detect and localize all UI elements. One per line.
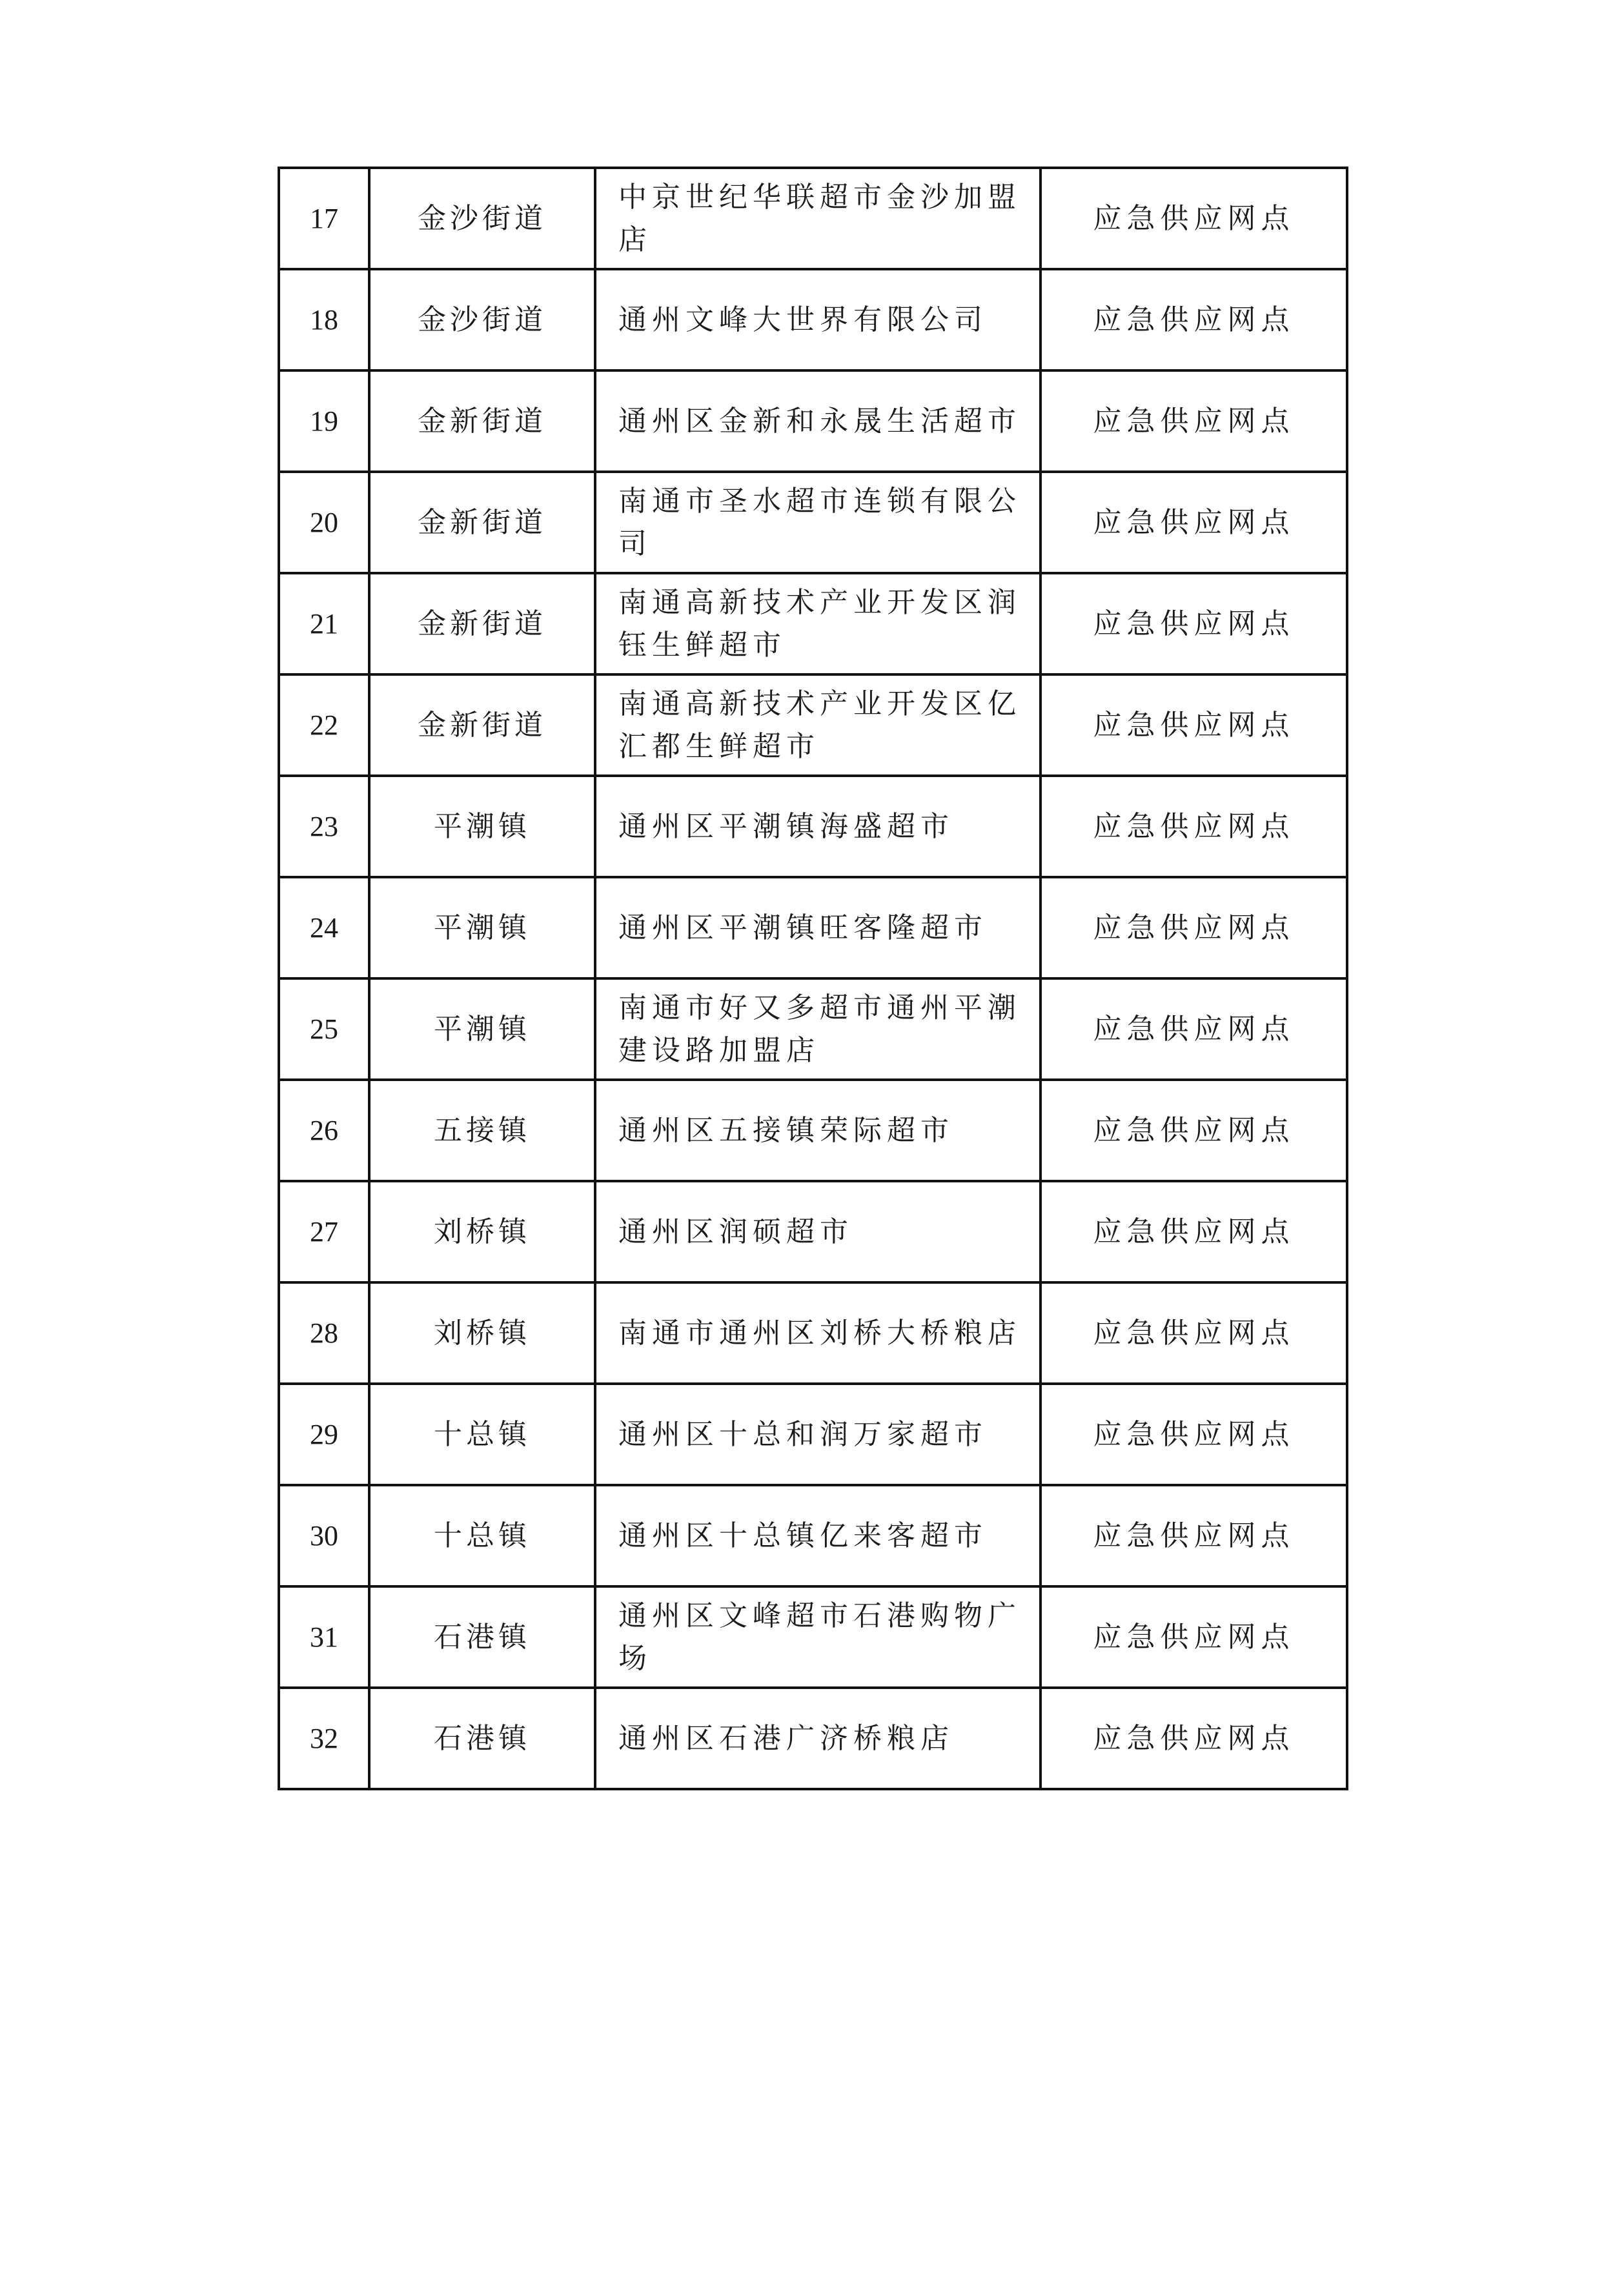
- point-type-cell: 应急供应网点: [1040, 370, 1347, 472]
- point-type-cell: 应急供应网点: [1040, 1586, 1347, 1688]
- table-row: [279, 674, 1347, 776]
- table-row: [279, 168, 1347, 269]
- table-row: [279, 978, 1347, 1080]
- store-name-cell: 通州区平潮镇海盛超市: [595, 776, 1040, 877]
- point-type-cell: 应急供应网点: [1040, 1282, 1347, 1384]
- town-cell: 十总镇: [369, 1485, 595, 1586]
- row-number: 23: [279, 776, 369, 877]
- table-row: [279, 1586, 1347, 1688]
- town-cell: 平潮镇: [369, 776, 595, 877]
- point-type-cell: 应急供应网点: [1040, 573, 1347, 674]
- point-type-cell: 应急供应网点: [1040, 1688, 1347, 1789]
- town-cell: 石港镇: [369, 1688, 595, 1789]
- row-number: 31: [279, 1586, 369, 1688]
- store-name-cell: 南通市通州区刘桥大桥粮店: [595, 1282, 1040, 1384]
- point-type-cell: 应急供应网点: [1040, 674, 1347, 776]
- store-name-cell: 南通市好又多超市通州平潮建设路加盟店: [595, 978, 1040, 1080]
- town-cell: 石港镇: [369, 1586, 595, 1688]
- row-number: 28: [279, 1282, 369, 1384]
- row-number: 18: [279, 269, 369, 370]
- town-cell: 金新街道: [369, 674, 595, 776]
- town-cell: 五接镇: [369, 1080, 595, 1181]
- store-name-cell: 通州文峰大世界有限公司: [595, 269, 1040, 370]
- row-number: 25: [279, 978, 369, 1080]
- store-name-cell: 南通市圣水超市连锁有限公司: [595, 472, 1040, 573]
- row-number: 21: [279, 573, 369, 674]
- point-type-cell: 应急供应网点: [1040, 1080, 1347, 1181]
- row-number: 29: [279, 1384, 369, 1485]
- table-row: [279, 1688, 1347, 1789]
- town-cell: 金新街道: [369, 370, 595, 472]
- row-number: 20: [279, 472, 369, 573]
- store-name-cell: 通州区润硕超市: [595, 1181, 1040, 1282]
- row-number: 24: [279, 877, 369, 978]
- store-name-cell: 通州区平潮镇旺客隆超市: [595, 877, 1040, 978]
- point-type-cell: 应急供应网点: [1040, 1384, 1347, 1485]
- table-row: [279, 269, 1347, 370]
- point-type-cell: 应急供应网点: [1040, 269, 1347, 370]
- town-cell: 刘桥镇: [369, 1282, 595, 1384]
- row-number: 22: [279, 674, 369, 776]
- point-type-cell: 应急供应网点: [1040, 1181, 1347, 1282]
- table-row: [279, 573, 1347, 674]
- town-cell: 金新街道: [369, 472, 595, 573]
- store-name-cell: 通州区五接镇荣际超市: [595, 1080, 1040, 1181]
- town-cell: 金沙街道: [369, 168, 595, 269]
- supply-points-table: [278, 167, 1348, 1790]
- table-row: [279, 1080, 1347, 1181]
- point-type-cell: 应急供应网点: [1040, 168, 1347, 269]
- table-row: [279, 1384, 1347, 1485]
- town-cell: 刘桥镇: [369, 1181, 595, 1282]
- row-number: 17: [279, 168, 369, 269]
- store-name-cell: 南通高新技术产业开发区亿汇都生鲜超市: [595, 674, 1040, 776]
- store-name-cell: 通州区石港广济桥粮店: [595, 1688, 1040, 1789]
- store-name-cell: 中京世纪华联超市金沙加盟店: [595, 168, 1040, 269]
- row-number: 32: [279, 1688, 369, 1789]
- town-cell: 十总镇: [369, 1384, 595, 1485]
- table-row: [279, 776, 1347, 877]
- town-cell: 金新街道: [369, 573, 595, 674]
- point-type-cell: 应急供应网点: [1040, 472, 1347, 573]
- point-type-cell: 应急供应网点: [1040, 776, 1347, 877]
- row-number: 30: [279, 1485, 369, 1586]
- town-cell: 平潮镇: [369, 978, 595, 1080]
- table-row: [279, 1282, 1347, 1384]
- town-cell: 金沙街道: [369, 269, 595, 370]
- row-number: 26: [279, 1080, 369, 1181]
- table-row: [279, 370, 1347, 472]
- row-number: 19: [279, 370, 369, 472]
- store-name-cell: 通州区十总和润万家超市: [595, 1384, 1040, 1485]
- store-name-cell: 通州区金新和永晟生活超市: [595, 370, 1040, 472]
- point-type-cell: 应急供应网点: [1040, 877, 1347, 978]
- table-row: [279, 1485, 1347, 1586]
- table-row: [279, 472, 1347, 573]
- point-type-cell: 应急供应网点: [1040, 1485, 1347, 1586]
- row-number: 27: [279, 1181, 369, 1282]
- table-row: [279, 1181, 1347, 1282]
- town-cell: 平潮镇: [369, 877, 595, 978]
- table-body: [279, 168, 1347, 1789]
- point-type-cell: 应急供应网点: [1040, 978, 1347, 1080]
- table-row: [279, 877, 1347, 978]
- store-name-cell: 南通高新技术产业开发区润钰生鲜超市: [595, 573, 1040, 674]
- store-name-cell: 通州区十总镇亿来客超市: [595, 1485, 1040, 1586]
- store-name-cell: 通州区文峰超市石港购物广场: [595, 1586, 1040, 1688]
